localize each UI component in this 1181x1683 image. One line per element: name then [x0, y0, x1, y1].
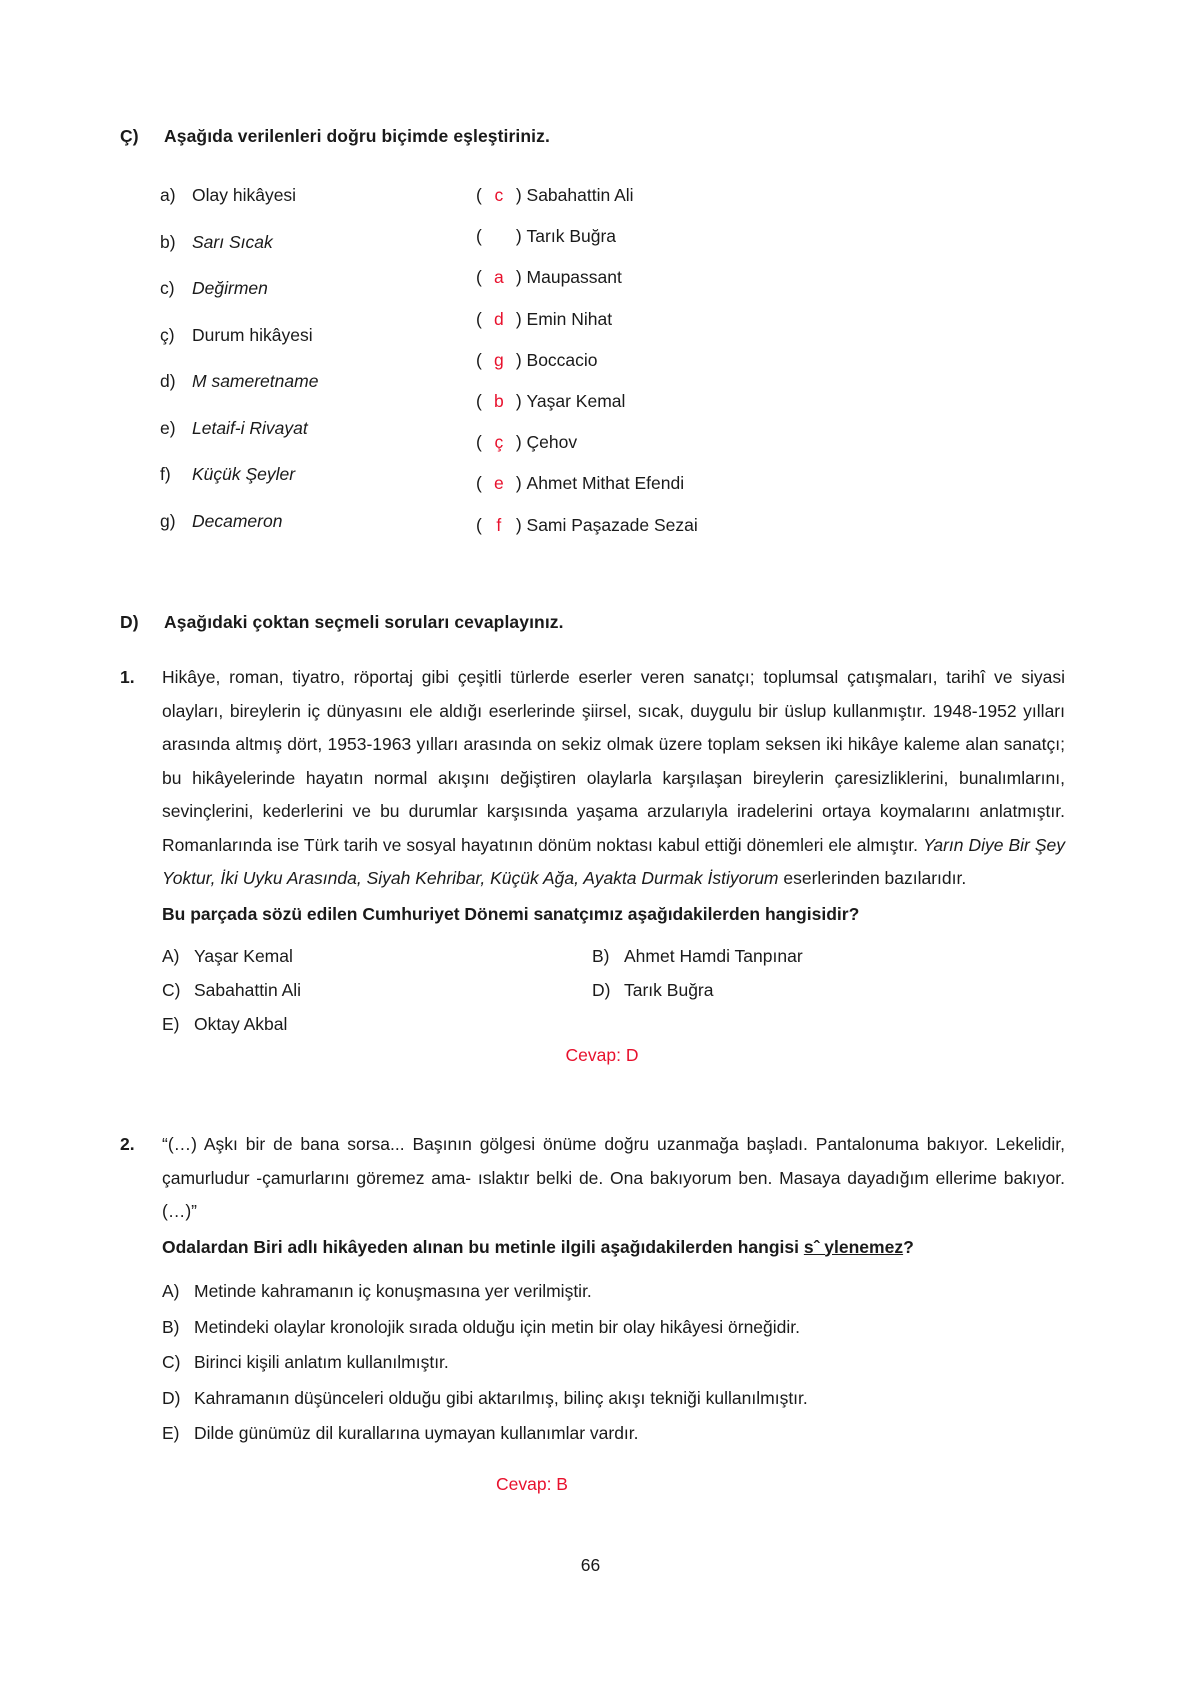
open-paren: ( [476, 432, 482, 453]
match-left-text: Olay hikâyesi [192, 185, 297, 205]
option-a-text: Yaşar Kemal [194, 946, 293, 966]
match-left-label: f) [160, 464, 171, 484]
option-b[interactable] [162, 1310, 882, 1346]
passage-text-part2: eserlerinden bazılarıdır. [778, 868, 967, 888]
close-paren: ) [515, 432, 527, 453]
option-c-label: C) [162, 980, 181, 1000]
option-e-text: Dilde günümüz dil kurallarına uymayan kullanımlar vardır. [194, 1423, 639, 1443]
match-left-label: b) [160, 231, 176, 252]
option-d[interactable] [162, 1381, 882, 1417]
match-right-item[interactable] [476, 432, 1036, 473]
match-left-text: M sameretname [192, 371, 319, 391]
matching-right-column [476, 185, 1036, 556]
section-c [120, 126, 1080, 555]
option-a[interactable] [162, 939, 592, 973]
match-answer-blank[interactable]: a [493, 267, 504, 288]
matching-exercise [120, 185, 1080, 555]
option-d-text: Kahramanın düşünceleri olduğu gibi aktarılmış, bilinç akışı tekniği kullanılmıştır. [194, 1387, 808, 1408]
option-d-label: D) [592, 980, 611, 1000]
open-paren: ( [476, 473, 482, 494]
option-b-label: B) [162, 1316, 180, 1337]
match-right-text: Maupassant [526, 267, 622, 288]
match-right-item[interactable] [476, 185, 1036, 226]
match-answer-blank[interactable]: ç [494, 432, 504, 453]
question-1-answer: Cevap: D [565, 1045, 639, 1065]
stem-negation-word: sˆ ylenemez [803, 1236, 904, 1257]
close-paren: ) [515, 349, 527, 370]
match-right-text: Yaşar Kemal [526, 390, 626, 411]
match-left-text: Letaif-i Rivayat [192, 417, 308, 438]
section-d-heading-text: Aşağıdaki çoktan seçmeli soruları cevaplayınız. [164, 612, 564, 632]
match-left-item [160, 185, 480, 232]
option-e[interactable] [162, 1416, 882, 1452]
match-left-text: Küçük Şeyler [192, 464, 296, 484]
option-c-text: Birinci kişili anlatım kullanılmıştır. [194, 1352, 449, 1372]
match-right-item[interactable] [476, 473, 1036, 514]
question-2-stem [162, 1231, 914, 1265]
option-c-text: Sabahattin Ali [194, 980, 302, 1000]
close-paren: ) [515, 514, 527, 535]
match-left-label: e) [160, 417, 176, 438]
section-c-heading [120, 126, 1080, 147]
close-paren: ) [515, 226, 527, 247]
close-paren: ) [515, 185, 527, 205]
matching-left-column [160, 185, 480, 557]
question-1 [120, 661, 1065, 1066]
option-e-label: E) [162, 1423, 180, 1443]
match-answer-blank[interactable]: b [493, 390, 504, 411]
option-e-label: E) [162, 1014, 180, 1034]
option-a-label: A) [162, 1281, 180, 1301]
match-answer-blank[interactable]: e [493, 473, 504, 494]
match-left-label: g) [160, 510, 176, 531]
option-b[interactable] [592, 939, 1065, 973]
section-d [120, 612, 1065, 1495]
match-left-text: Değirmen [192, 278, 268, 298]
match-answer-blank[interactable]: g [493, 349, 504, 370]
match-right-text: Çehov [526, 432, 578, 453]
open-paren: ( [476, 267, 482, 288]
stem-middle: adlı hikâyeden alınan bu metinle ilgili aşağıdakilerden hangisi [282, 1236, 804, 1257]
option-b-label: B) [592, 946, 610, 966]
match-right-text: Sabahattin Ali [526, 185, 634, 205]
question-1-options [162, 939, 1065, 1066]
option-b-text: Ahmet Hamdi Tanpınar [624, 946, 803, 966]
match-right-text: Sami Paşazade Sezai [526, 514, 698, 535]
question-1-passage [162, 661, 1065, 896]
match-right-text: Emin Nihat [526, 308, 613, 329]
open-paren: ( [476, 349, 482, 370]
match-left-item [160, 232, 480, 279]
match-right-text: Tarık Buğra [526, 226, 617, 247]
open-paren: ( [476, 390, 482, 411]
match-right-text: Ahmet Mithat Efendi [526, 473, 685, 494]
question-2-options [162, 1274, 882, 1495]
match-left-item [160, 464, 480, 511]
option-a[interactable] [162, 1274, 882, 1310]
question-2-number: 2. [120, 1134, 135, 1154]
match-right-item[interactable] [476, 267, 1036, 308]
section-d-marker: D) [120, 612, 139, 632]
match-right-item[interactable] [476, 391, 1036, 432]
stem-work-title: Odalardan Biri [162, 1236, 283, 1257]
section-d-heading [120, 612, 1065, 633]
page-number: 66 [580, 1555, 601, 1575]
match-left-label: d) [160, 371, 176, 391]
match-left-label: ç) [160, 324, 175, 345]
question-1-number: 1. [120, 667, 135, 687]
option-e-text: Oktay Akbal [194, 1014, 288, 1034]
match-left-item [160, 278, 480, 325]
close-paren: ) [515, 390, 527, 411]
open-paren: ( [476, 226, 482, 247]
match-left-text: Sarı Sıcak [192, 231, 273, 252]
open-paren: ( [476, 514, 482, 535]
match-right-text: Boccacio [526, 349, 598, 370]
section-c-marker: Ç) [120, 126, 139, 146]
question-1-stem: Bu parçada sözü edilen Cumhuriyet Dönemi sanatçımız aşağıdakilerden hangisidir? [162, 903, 860, 924]
question-2-passage: “(…) Aşkı bir de bana sorsa... Başının gölgesi önüme doğru uzanmağa başladı. Pantalonuma bakıyor. Lekelidir, çamurludur -çamurlarını göremez ama- ıslaktır belki de. Ona bakıyorum ben. Masaya dayadığım ellerime bakıyor. (…)” [162, 1134, 1065, 1221]
option-b-text: Metindeki olaylar kronolojik sırada olduğu için metin bir olay hikâyesi örneğidir. [194, 1316, 800, 1337]
question-2-answer: Cevap: B [496, 1473, 568, 1494]
match-left-item [160, 511, 480, 558]
option-d-label: D) [162, 1387, 181, 1408]
open-paren: ( [476, 308, 482, 329]
option-a-text: Metinde kahramanın iç konuşmasına yer verilmiştir. [194, 1281, 592, 1301]
match-right-item[interactable] [476, 309, 1036, 350]
match-left-label: a) [160, 185, 176, 205]
match-answer-blank[interactable]: d [493, 308, 504, 329]
close-paren: ) [515, 308, 527, 329]
option-c[interactable] [162, 973, 592, 1007]
match-left-item [160, 325, 480, 372]
close-paren: ) [515, 473, 527, 494]
option-e[interactable] [162, 1007, 592, 1041]
stem-end: ? [903, 1236, 914, 1257]
match-answer-blank[interactable]: c [494, 185, 504, 205]
passage-work-titles: Yarın Diye Bir Şey Yoktur, İki Uyku Arasında, Siyah Kehribar, Küçük Ağa, Ayakta Durmak İstiyorum [162, 834, 1065, 888]
close-paren: ) [515, 267, 527, 288]
option-a-label: A) [162, 946, 180, 966]
option-c[interactable] [162, 1345, 882, 1381]
section-c-heading-text: Aşağıda verilenleri doğru biçimde eşleştiriniz. [164, 126, 550, 146]
match-left-item [160, 418, 480, 465]
open-paren: ( [476, 185, 482, 205]
option-c-label: C) [162, 1352, 181, 1372]
match-right-item[interactable] [476, 515, 1036, 556]
match-right-item[interactable] [476, 226, 1036, 267]
option-d[interactable] [592, 973, 1065, 1007]
match-left-text: Durum hikâyesi [192, 324, 313, 345]
question-2 [120, 1128, 1065, 1495]
option-d-text: Tarık Buğra [624, 980, 714, 1000]
match-answer-blank[interactable]: f [496, 514, 502, 535]
match-right-item[interactable] [476, 350, 1036, 391]
passage-text-part1: Hikâye, roman, tiyatro, röportaj gibi çeşitli türlerde eserler veren sanatçı; toplumsal çatışmaları, tarihî ve siyasi olayları, bireylerin iç dünyasını ele aldığı eserlerinde şiirsel, sıcak, duygulu bir üslup kullanmıştır. 1948-1952 yılları arasında altmış dört, 1953-1963 yılları arasında on sekiz olmak üzere toplam seksen iki hikâye kaleme alan sanatçı; bu hikâyelerinde hayatın normal akışını değiştiren olaylarla karşılaşan bireylerin çaresizliklerini, bunalımlarını, sevinçlerini, kederlerini ve bu durumlar karşısında yaşama arzularıyla iradelerini ortaya koymalarını anlatmıştır. Romanlarında ise Türk tarih ve sosyal hayatının dönüm noktası kabul ettiği dönemleri ele almıştır. [162, 667, 1065, 855]
match-left-label: c) [160, 278, 175, 298]
match-left-item [160, 371, 480, 418]
match-left-text: Decameron [192, 510, 283, 531]
